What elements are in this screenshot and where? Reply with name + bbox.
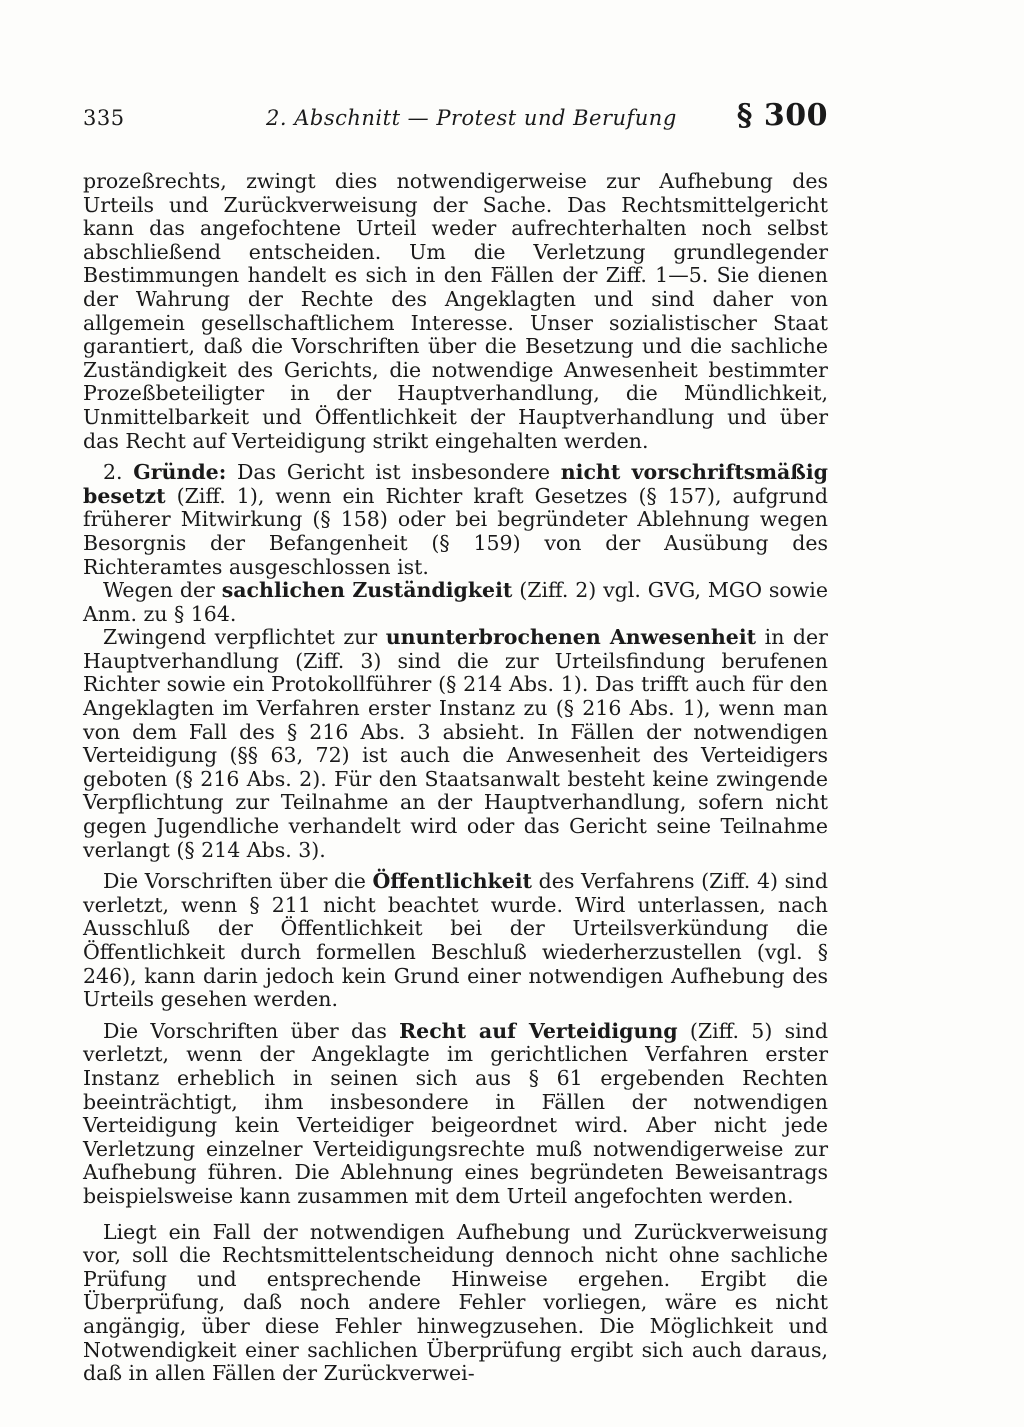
bold-term: nicht vorschriftsmäßig besetzt xyxy=(83,460,828,508)
paragraph-7 xyxy=(83,1221,828,1386)
page-number: 335 xyxy=(83,106,125,130)
section-mark: § 300 xyxy=(736,98,828,133)
paragraph-text: 2. xyxy=(103,460,134,485)
paragraph-1 xyxy=(83,170,828,453)
paragraph-3 xyxy=(83,579,828,626)
paragraph-text: Wegen der xyxy=(103,578,222,603)
bold-term: Gründe: xyxy=(133,460,227,485)
paragraph-text: (Ziff. 2) vgl. GVG, MGO sowie Anm. zu § 164. xyxy=(83,578,828,626)
paragraph-6 xyxy=(83,1020,828,1209)
paragraph-2 xyxy=(83,461,828,579)
paragraph-4 xyxy=(83,626,828,862)
body-text xyxy=(83,170,828,1386)
bold-term: sachlichen Zuständigkeit xyxy=(221,578,513,603)
running-head: 2. Abschnitt — Protest und Berufung xyxy=(266,106,677,130)
bold-term: Öffentlichkeit xyxy=(372,869,533,894)
bold-term: Recht auf Verteidigung xyxy=(399,1018,678,1043)
paragraph-text: Zwingend verpflichtet zur xyxy=(103,625,386,650)
bold-term: ununterbrochenen Anwesenheit xyxy=(385,625,757,650)
paragraph-text: Das Gericht ist insbesondere xyxy=(226,460,561,485)
paragraph-text: Die Vorschriften über das xyxy=(103,1018,400,1043)
paragraph-text: prozeßrechts, zwingt dies notwendigerweise zur Aufhebung des Urteils und Zurückverweisung der Sache. Das Rechtsmittelgericht kann das angefochtene Urteil weder aufrechterhalten noch selbst abschließend entscheiden. Um die Verletzung grundlegender Bestimmungen handelt es sich in den Fällen der Ziff. 1—5. Sie dienen der Wahrung der Rechte des Angeklagten und sind daher von allgemein gesellschaftlichem Interesse. Unser sozialistischer Staat garantiert, daß die Vorschriften über die Besetzung und die sachliche Zuständigkeit des Gerichts, die notwendige Anwesenheit bestimmter Prozeßbeteiligter in der Hauptverhandlung, die Mündlichkeit, Unmittelbarkeit und Öffentlichkeit der Hauptverhandlung und über das Recht auf Verteidigung strikt eingehalten werden. xyxy=(83,169,828,453)
paragraph-text: in der Hauptverhandlung (Ziff. 3) sind die zur Urteilsfindung berufenen Richter sowie ein Protokollführer (§ 214 Abs. 1). Das trifft auch für den Angeklagten im Verfahren erster Instanz zu (§ 216 Abs. 1), wenn man von dem Fall des § 216 Abs. 3 absieht. In Fällen der notwendigen Verteidigung (§§ 63, 72) ist auch die Anwesenheit des Verteidigers geboten (§ 216 Abs. 2). Für den Staatsanwalt besteht keine zwingende Verpflichtung zur Teilnahme an der Hauptverhandlung, sofern nicht gegen Jugendliche verhandelt wird oder das Gericht seine Teilnahme verlangt (§ 214 Abs. 3). xyxy=(83,625,828,862)
paragraph-text: Die Vorschriften über die xyxy=(103,869,373,894)
paragraph-text: des Verfahrens (Ziff. 4) sind verletzt, wenn § 211 nicht beachtet wurde. Wird unterlassen, nach Ausschluß der Öffentlichkeit bei der Urteilsverkündung die Öffentlichkeit durch formellen Beschluß wiederherzustellen (vgl. § 246), kann darin jedoch kein Grund einer notwendigen Aufhebung des Urteils gesehen werden. xyxy=(83,869,829,1012)
paragraph-text: (Ziff. 1), wenn ein Richter kraft Gesetzes (§ 157), aufgrund früherer Mitwirkung (§ 158) oder bei begründeter Ablehnung wegen Besorgnis der Befangenheit (§ 159) von der Ausübung des Richteramtes ausgeschlossen ist. xyxy=(83,483,828,579)
paragraph-text: (Ziff. 5) sind verletzt, wenn der Angeklagte im gerichtlichen Verfahren erster Instanz erheblich in seinen sich aus § 61 ergebenden Rechten beeinträchtigt, ihm insbesondere in Fällen der notwendigen Verteidigung kein Verteidiger beigeordnet wird. Aber nicht jede Verletzung einzelner Verteidigungsrechte muß notwendigerweise zur Aufhebung führen. Die Ablehnung eines begründeten Beweisantrags beispielsweise kann zusammen mit dem Urteil angefochten werden. xyxy=(83,1018,828,1208)
page-header xyxy=(83,98,828,142)
paragraph-5 xyxy=(83,870,828,1012)
paragraph-text: Liegt ein Fall der notwendigen Aufhebung und Zurückverweisung vor, soll die Rechtsmittelentscheidung dennoch nicht ohne sachliche Prüfung und entsprechende Hinweise ergehen. Ergibt die Überprüfung, daß noch andere Fehler vorliegen, wäre es nicht angängig, über diese Fehler hinwegzusehen. Die Möglichkeit und Notwendigkeit einer sachlichen Überprüfung ergibt sich auch daraus, daß in allen Fällen der Zurückverwei- xyxy=(83,1219,828,1386)
